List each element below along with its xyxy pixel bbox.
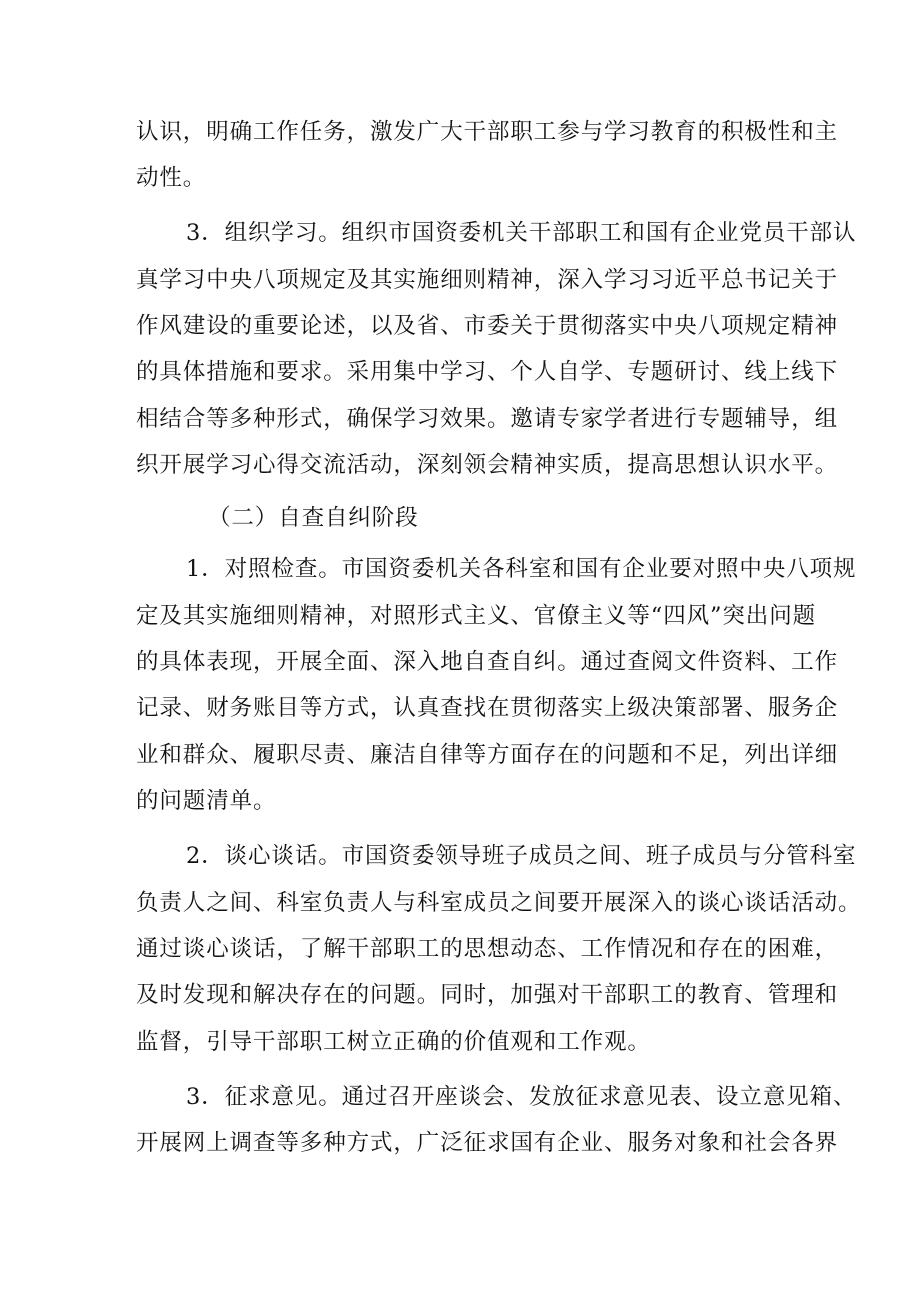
text-line: 定及其实施细则精神，对照形式主义、官僚主义等“四风”突出问题 (136, 603, 817, 629)
text-line: 相结合等多种形式，确保学习效果。邀请专家学者进行专题辅导，组 (136, 406, 839, 432)
text-line: 通过谈心谈话，了解干部职工的思想动态、工作情况和存在的困难， (136, 936, 839, 962)
text-line: 开展网上调查等多种方式，广泛征求国有企业、服务对象和社会各界 (136, 1130, 839, 1156)
text-line: 及时发现和解决存在的问题。同时，加强对干部职工的教育、管理和 (136, 982, 839, 1008)
text-line: 作风建设的重要论述，以及省、市委关于贯彻落实中央八项规定精神 (136, 313, 839, 339)
text-line: 真学习中央八项规定及其实施细则精神，深入学习习近平总书记关于 (136, 267, 839, 293)
text-line: 的问题清单。 (136, 788, 277, 814)
paragraph-start-line: 3．组织学习。组织市国资委机关干部职工和国有企业党员干部认 (186, 220, 857, 246)
text-line: 织开展学习心得交流活动，深刻领会精神实质，提高思想认识水平。 (136, 452, 839, 478)
text-line: 动性。 (136, 165, 207, 191)
text-line: 负责人之间、科室负责人与科室成员之间要开展深入的谈心谈话活动。 (136, 890, 862, 916)
section-heading: （二）自查自纠阶段 (208, 505, 419, 531)
text-line: 的具体表现，开展全面、深入地自查自纠。通过查阅文件资料、工作 (136, 649, 839, 675)
paragraph-start-line: 1．对照检查。市国资委机关各科室和国有企业要对照中央八项规 (186, 556, 857, 582)
text-line: 记录、财务账目等方式，认真查找在贯彻落实上级决策部署、服务企 (136, 695, 839, 721)
text-line: 业和群众、履职尽责、廉洁自律等方面存在的问题和不足，列出详细 (136, 742, 839, 768)
paragraph-start-line: 2．谈心谈话。市国资委领导班子成员之间、班子成员与分管科室 (186, 843, 857, 869)
text-line: 的具体措施和要求。采用集中学习、个人自学、专题研讨、线上线下 (136, 359, 839, 385)
text-line: 认识，明确工作任务，激发广大干部职工参与学习教育的积极性和主 (136, 119, 839, 145)
paragraph-start-line: 3．征求意见。通过召开座谈会、发放征求意见表、设立意见箱、 (186, 1084, 857, 1110)
text-line: 监督，引导干部职工树立正确的价值观和工作观。 (136, 1029, 651, 1055)
